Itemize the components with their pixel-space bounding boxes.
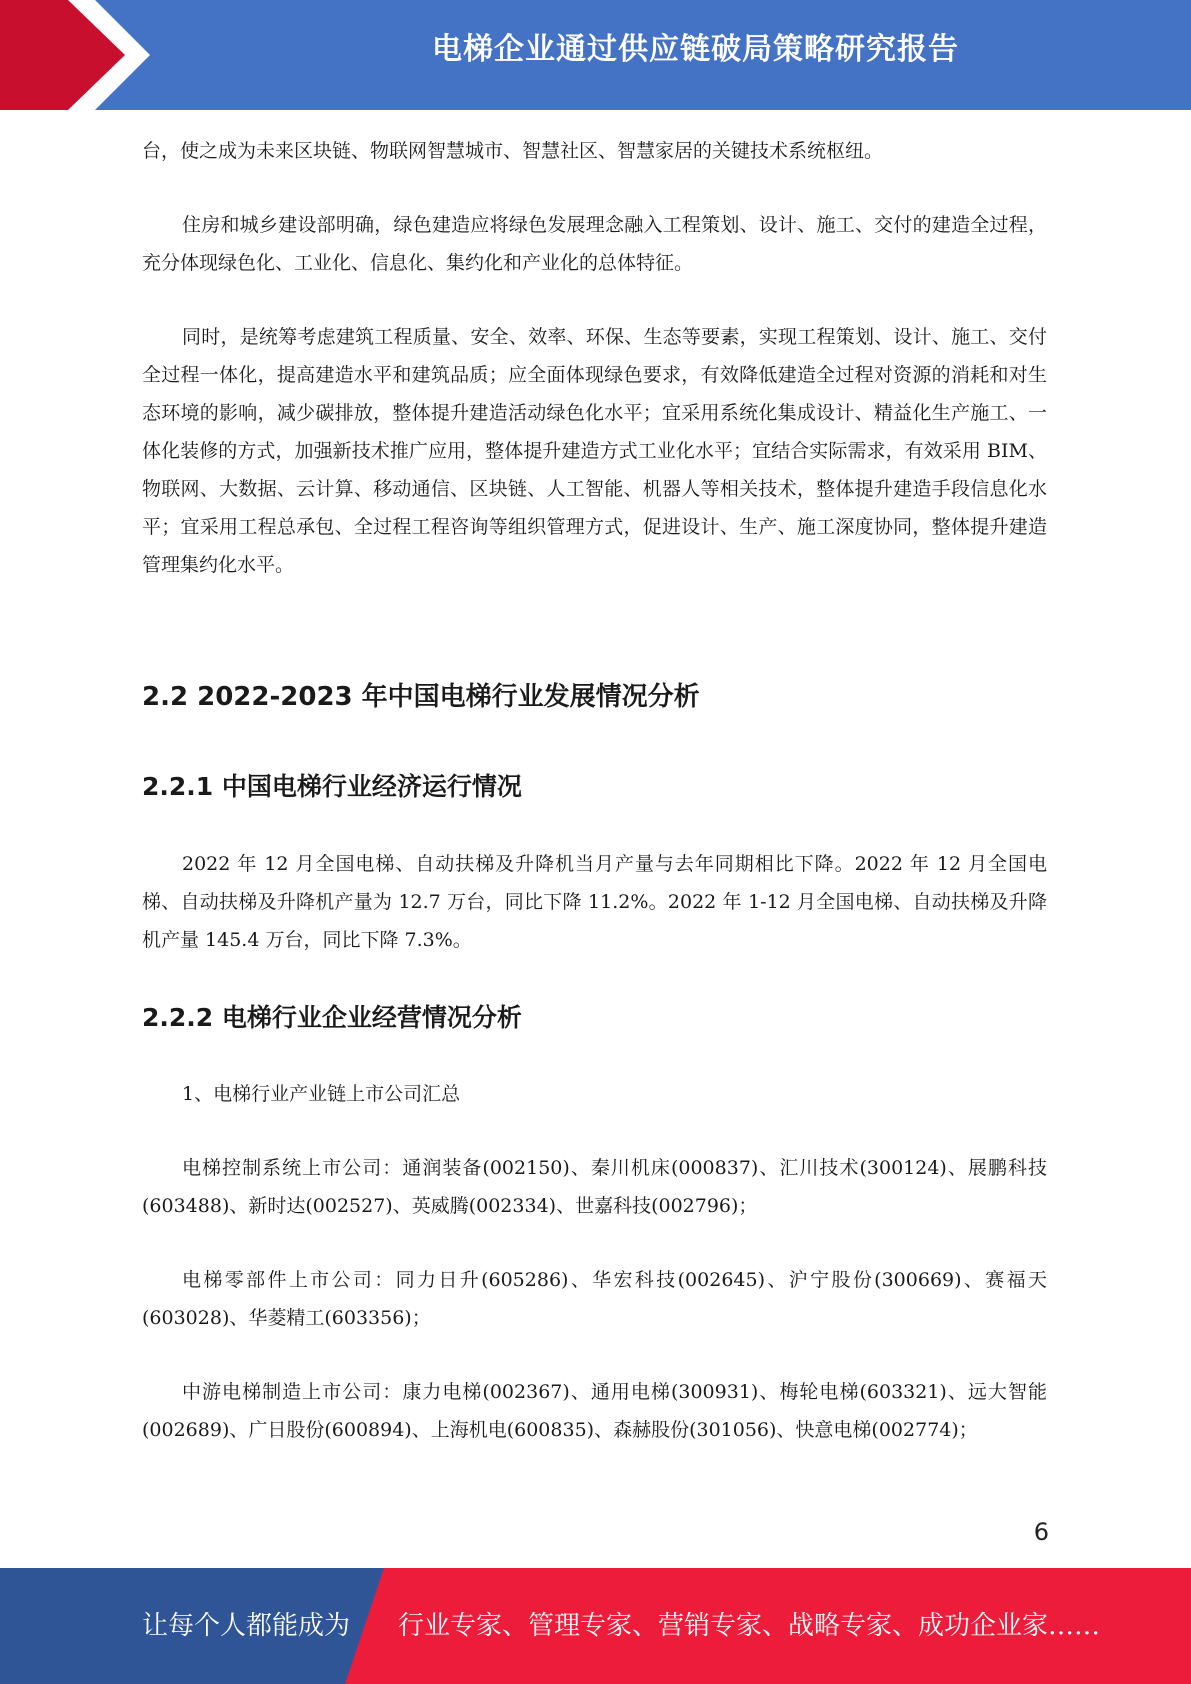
body-section-3 [142,1075,1047,1485]
page-footer [0,1568,1191,1684]
paragraph: 同时，是统筹考虑建筑工程质量、安全、效率、环保、生态等要素，实现工程策划、设计、施工、交付全过程一体化，提高建造水平和建筑品质；应全面体现绿色要求，有效降低建造全过程对资源的消耗和对生态环境的影响，减少碳排放，整体提升建造活动绿色化水平；宜采用系统化集成设计、精益化生产施工、一体化装修的方式，加强新技术推广应用，整体提升建造方式工业化水平；宜结合实际需求，有效采用 BIM、物联网、大数据、云计算、移动通信、区块链、人工智能、机器人等相关技术，整体提升建造手段信息化水平；宜采用工程总承包、全过程工程咨询等组织管理方式，促进设计、生产、施工深度协同，整体提升建造管理集约化水平。 [142,326,1047,576]
paragraph: 1、电梯行业产业链上市公司汇总 [182,1083,461,1105]
body-section-2 [142,845,1047,995]
paragraph: 中游电梯制造上市公司：康力电梯(002367)、通用电梯(300931)、梅轮电梯(603321)、远大智能(002689)、广日股份(600894)、上海机电(600835)、森赫股份(301056)、快意电梯(002774)； [142,1381,1047,1441]
footer-slogan-right: 行业专家、管理专家、营销专家、战略专家、成功企业家…… [398,1611,1101,1641]
paragraph: 住房和城乡建设部明确，绿色建造应将绿色发展理念融入工程策划、设计、施工、交付的建造全过程，充分体现绿色化、工业化、信息化、集约化和产业化的总体特征。 [142,214,1047,274]
section-heading-2-2-1: 2.2.1 中国电梯行业经济运行情况 [142,772,522,801]
header-title: 电梯企业通过供应链破局策略研究报告 [432,32,959,67]
page-header [0,0,1191,110]
paragraph: 2022 年 12 月全国电梯、自动扶梯及升降机当月产量与去年同期相比下降。2022 年 12 月全国电梯、自动扶梯及升降机产量为 12.7 万台，同比下降 11.2%。2022 年 1-12 月全国电梯、自动扶梯及升降机产量 145.4 万台，同比下降 7.3%。 [142,853,1047,951]
section-heading-2-2-2: 2.2.2 电梯行业企业经营情况分析 [142,1003,522,1032]
paragraph: 电梯控制系统上市公司：通润装备(002150)、秦川机床(000837)、汇川技术(300124)、展鹏科技(603488)、新时达(002527)、英威腾(002334)、世嘉科技(002796)； [142,1157,1047,1217]
footer-slogan-left: 让每个人都能成为 [142,1611,351,1641]
page-number: 6 [1033,1518,1049,1546]
section-heading-2-2: 2.2 2022-2023 年中国电梯行业发展情况分析 [142,682,700,712]
body-section-1 [142,132,1047,620]
paragraph: 台，使之成为未来区块链、物联网智慧城市、智慧社区、智慧家居的关键技术系统枢纽。 [142,140,884,162]
paragraph: 电梯零部件上市公司：同力日升(605286)、华宏科技(002645)、沪宁股份(300669)、赛福天(603028)、华菱精工(603356)； [142,1269,1047,1329]
